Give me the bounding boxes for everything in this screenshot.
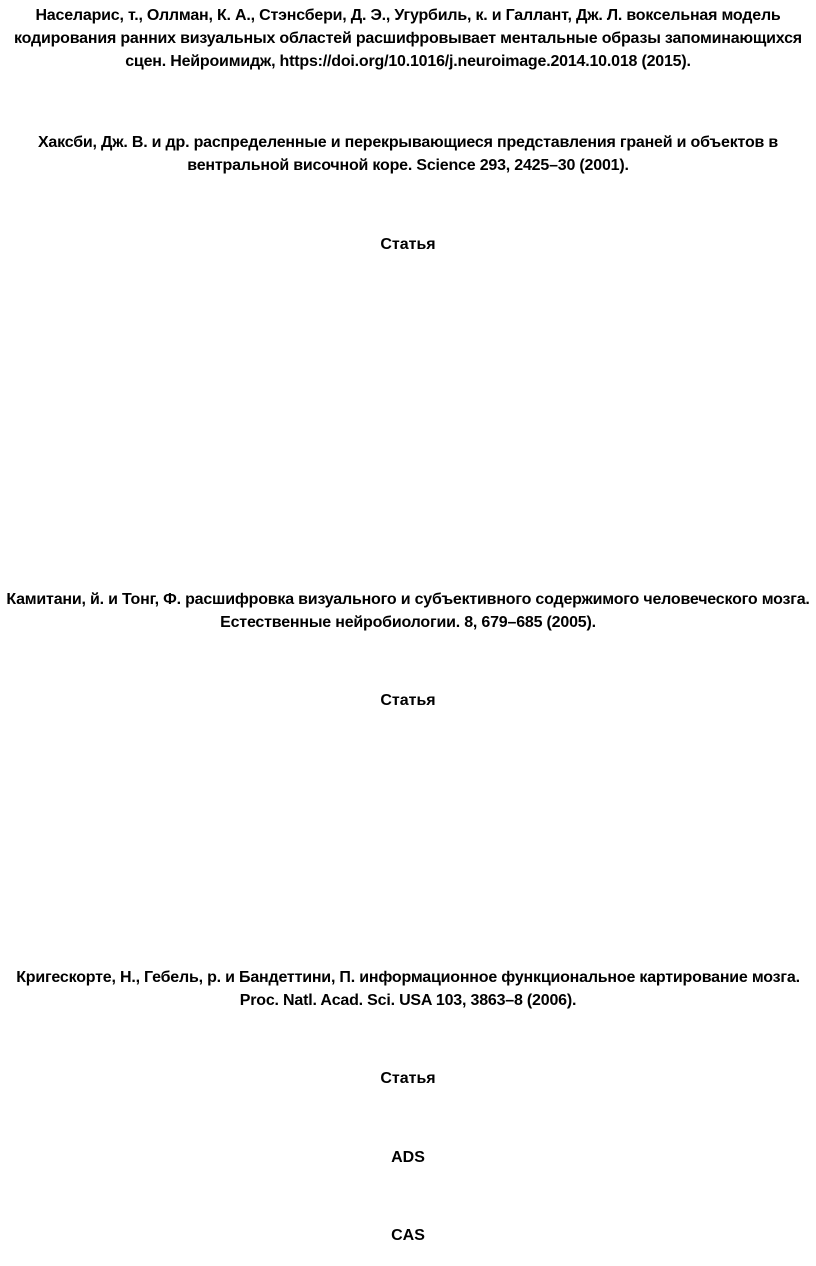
reference-1: Населарис, т., Оллман, К. А., Стэнсбери, Д. Э., Угурбиль, к. и Галлант, Дж. Л. воксельная модель кодирования ранних визуальных областей расшифровывает ментальные образы запоминающихся сцен. Нейроимидж, https://doi.org/10.1016/j.neuroimage.2014.10.018 (2015). bbox=[14, 7, 802, 70]
reference-4: Кригескорте, Н., Гебель, р. и Бандеттини, П. информационное функциональное картирование мозга. Proc. Natl. Acad. Sci. USA 103, 3863–8 (2006). bbox=[16, 969, 800, 1009]
article-link[interactable]: Статья bbox=[380, 692, 436, 709]
article-link[interactable]: Статья bbox=[380, 1070, 436, 1087]
cas-link[interactable]: CAS bbox=[391, 1227, 425, 1244]
ads-link[interactable]: ADS bbox=[391, 1149, 425, 1166]
reference-3: Камитани, й. и Тонг, Ф. расшифровка визуального и субъективного содержимого человеческого мозга. Естественные нейробиологии. 8, 679–685 (2005). bbox=[6, 591, 810, 631]
article-link[interactable]: Статья bbox=[380, 236, 436, 253]
reference-2: Хаксби, Дж. В. и др. распределенные и перекрывающиеся представления граней и объектов в вентральной височной коре. Science 293, 2425–30 (2001). bbox=[37, 134, 779, 174]
